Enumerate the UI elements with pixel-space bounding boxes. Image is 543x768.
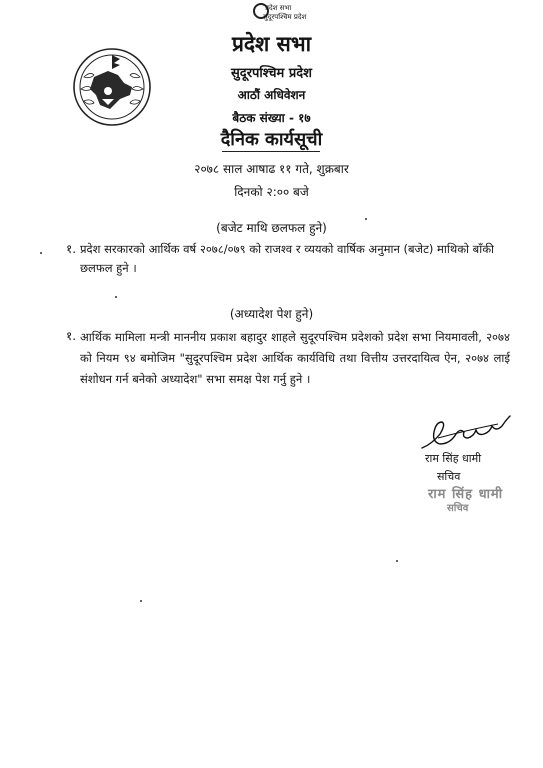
scan-speck	[365, 218, 367, 220]
daily-agenda-heading: दैनिक कार्यसूची	[220, 129, 323, 150]
province-name: सुदूरपश्चिम प्रदेश	[231, 66, 312, 81]
scan-speck	[115, 296, 117, 298]
handwritten-signature-icon	[418, 404, 528, 456]
heading-underline	[222, 151, 320, 152]
meeting-number: बैठक संख्या - १७	[232, 111, 311, 125]
agenda-item-text: आर्थिक मामिला मन्त्री माननीय प्रकाश बहादुर शाहले सुदूरपश्चिम प्रदेशको प्रदेश सभा नियमावली, २०७४ को नियम ९४ बमोजिम "सुदूरपश्चिम प्रदेश आर्थिक कार्यविधि तथा वित्तीय उत्तरदायित्व ऐन, २०७४ लाई संशोधन गर्न बनेको अध्यादेश" सभा समक्ष पेश गर्नु हुने ।	[80, 330, 510, 386]
agenda-item-text: प्रदेश सरकारको आर्थिक वर्ष २०७८/०७९ को राजश्व र व्ययको वार्षिक अनुमान (बजेट) माथिको बाँकी छलफल हुने ।	[80, 242, 495, 275]
signatory-role: सचिव	[437, 470, 461, 483]
agenda-item-number: १.	[66, 242, 77, 256]
stamp-role: सचिव	[447, 503, 469, 514]
meeting-time: दिनको २:०० बजे	[234, 185, 309, 199]
scan-speck	[396, 560, 398, 562]
stamp-name: राम सिंह धामी	[428, 487, 504, 502]
seal-line-1: प्रदेश सभा	[265, 4, 292, 12]
section-heading-ordinance: (अध्यादेश पेश हुने)	[229, 307, 314, 321]
seal-line-2: सुदूरपश्चिम प्रदेश	[263, 13, 307, 21]
scan-speck	[40, 252, 42, 254]
page-title: प्रदेश सभा	[231, 32, 312, 56]
section-heading-budget: (बजेट माथि छलफल हुने)	[216, 221, 327, 235]
session-label: आठौं अधिवेशन	[237, 88, 306, 102]
meeting-date: २०७८ साल आषाढ ११ गते, शुक्रबार	[194, 162, 349, 176]
scan-speck	[140, 600, 142, 602]
signatory-name: राम सिंह धामी	[425, 452, 482, 465]
agenda-item-number: १.	[66, 329, 77, 343]
